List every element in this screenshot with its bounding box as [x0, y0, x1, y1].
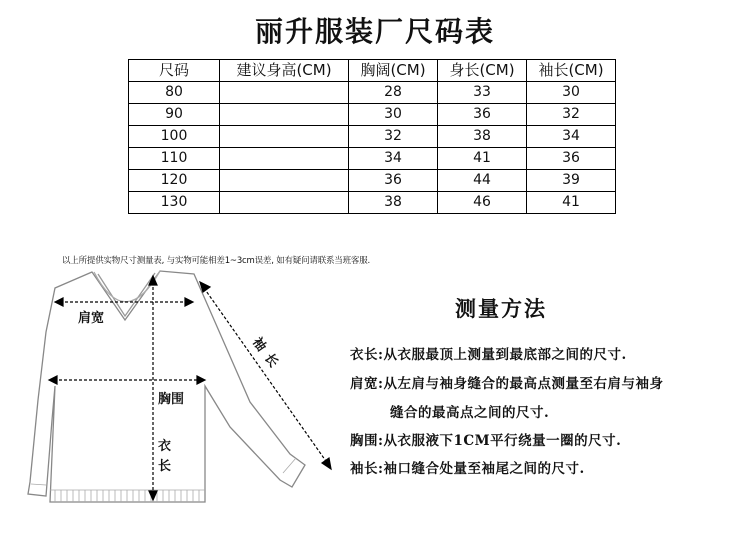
method-text: 从衣服最顶上测量到最底部之间的尺寸. — [383, 347, 627, 363]
length-label-1: 衣 — [158, 439, 172, 454]
method-text: 袖口缝合处量至袖尾之间的尺寸. — [383, 461, 585, 477]
cell-chest: 30 — [349, 104, 438, 126]
cell-length: 38 — [438, 126, 527, 148]
cell-length: 36 — [438, 104, 527, 126]
cell-length: 44 — [438, 170, 527, 192]
cell-sleeve: 36 — [527, 148, 616, 170]
method-item — [350, 457, 585, 477]
cell-chest: 34 — [349, 148, 438, 170]
cell-sleeve: 34 — [527, 126, 616, 148]
method-item — [390, 401, 549, 421]
cell-size: 100 — [129, 126, 220, 148]
table-row — [129, 126, 616, 148]
sleeve-label-2: 长 — [260, 351, 281, 371]
header-size: 尺码 — [129, 60, 220, 82]
header-chest: 胸阔(CM) — [349, 60, 438, 82]
disclaimer-note: 以上所提供实物尺寸测量表, 与实物可能相差1~3cm误差, 如有疑问请联系当班客服. — [62, 256, 371, 266]
method-text: 缝合的最高点之间的尺寸. — [390, 405, 550, 421]
cell-size: 110 — [129, 148, 220, 170]
method-label: 衣长: — [350, 347, 384, 363]
method-label: 袖长: — [350, 461, 384, 477]
cell-height — [220, 82, 349, 104]
cell-sleeve: 41 — [527, 192, 616, 214]
cell-height — [220, 104, 349, 126]
method-label: 胸围: — [350, 433, 384, 449]
header-length: 身长(CM) — [438, 60, 527, 82]
cell-length: 41 — [438, 148, 527, 170]
table-row — [129, 148, 616, 170]
cell-sleeve: 32 — [527, 104, 616, 126]
cell-sleeve: 30 — [527, 82, 616, 104]
header-height: 建议身高(CM) — [220, 60, 349, 82]
cell-height — [220, 170, 349, 192]
table-row — [129, 192, 616, 214]
cell-size: 90 — [129, 104, 220, 126]
cell-chest: 36 — [349, 170, 438, 192]
page-title: 丽升服装厂尺码表 — [254, 15, 495, 48]
table-row — [129, 104, 616, 126]
cell-chest: 38 — [349, 192, 438, 214]
cell-sleeve: 39 — [527, 170, 616, 192]
shoulder-label: 肩宽 — [78, 311, 105, 326]
cell-size: 120 — [129, 170, 220, 192]
table-row — [129, 170, 616, 192]
method-text: 从衣服液下1CM平行绕量一圈的尺寸. — [383, 433, 622, 449]
length-label-2: 长 — [158, 459, 172, 474]
cell-height — [220, 148, 349, 170]
sleeve-arrow — [200, 282, 331, 469]
cell-chest: 32 — [349, 126, 438, 148]
length-arrow — [149, 276, 157, 500]
table-header-row — [129, 60, 616, 82]
method-item — [350, 343, 627, 363]
cell-length: 33 — [438, 82, 527, 104]
cell-length: 46 — [438, 192, 527, 214]
cell-height — [220, 126, 349, 148]
cell-chest: 28 — [349, 82, 438, 104]
cell-size: 80 — [129, 82, 220, 104]
cell-height — [220, 192, 349, 214]
method-label: 肩宽: — [350, 376, 384, 392]
method-item — [350, 372, 663, 392]
method-item — [350, 429, 621, 449]
size-table — [128, 59, 616, 214]
chest-arrow — [49, 376, 205, 384]
table-row — [129, 82, 616, 104]
sleeve-label-1: 袖 — [248, 335, 269, 355]
method-title: 测量方法 — [455, 296, 547, 321]
cell-size: 130 — [129, 192, 220, 214]
method-text: 从左肩与袖身缝合的最高点测量至右肩与袖身 — [383, 376, 664, 392]
chest-label: 胸围 — [158, 392, 185, 407]
header-sleeve: 袖长(CM) — [527, 60, 616, 82]
